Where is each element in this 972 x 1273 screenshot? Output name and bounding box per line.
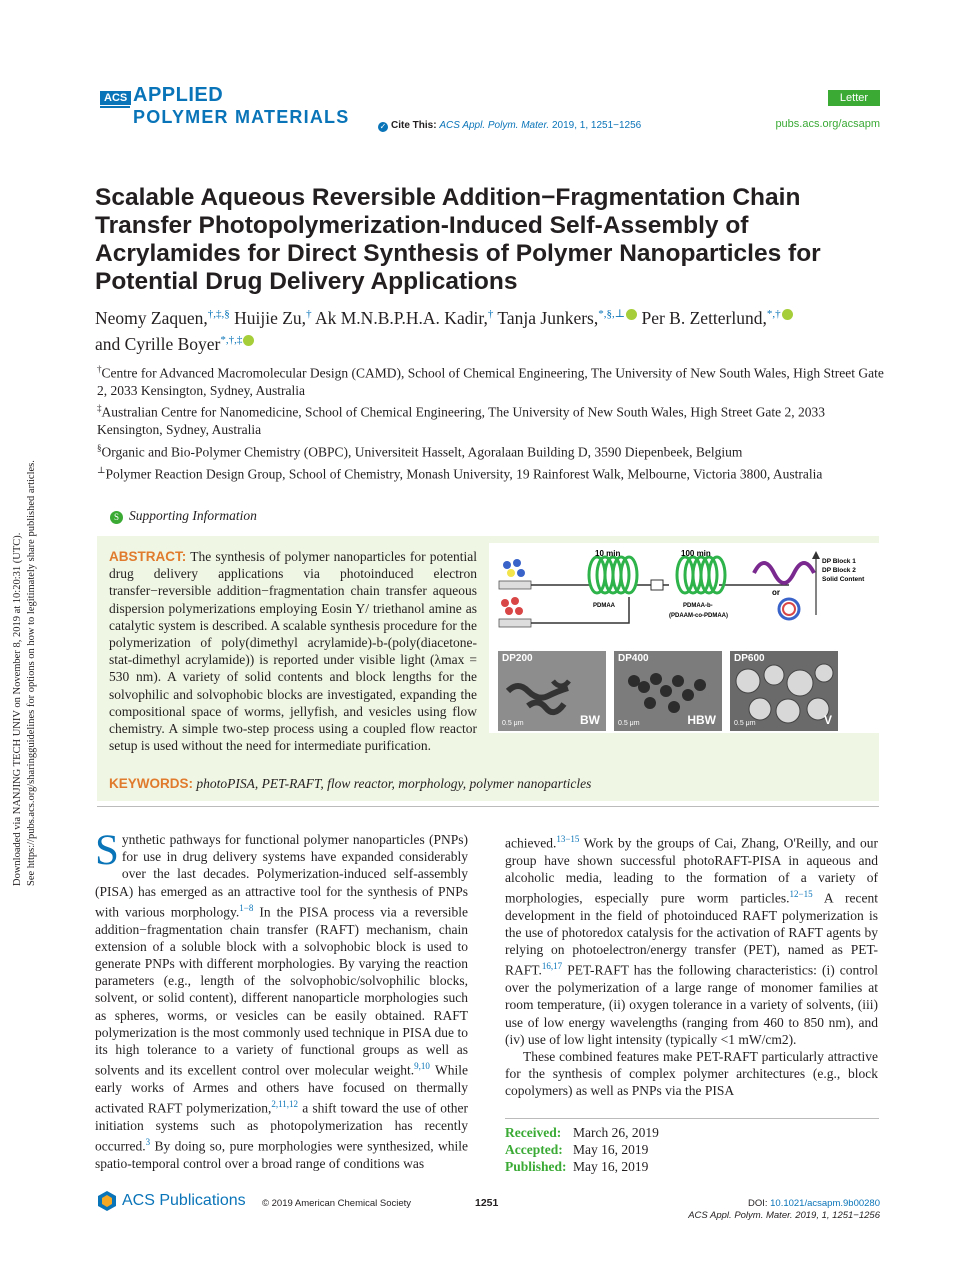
author-name[interactable]: Neomy Zaquen, xyxy=(95,307,208,328)
panel-morph: V xyxy=(823,713,832,727)
toc-time-2: 100 min xyxy=(681,549,711,558)
syringe-1 xyxy=(499,581,531,589)
citation-ref[interactable]: 12−15 xyxy=(789,889,813,900)
author-name[interactable]: Per B. Zetterlund, xyxy=(641,307,767,328)
doi-link[interactable]: 10.1021/acsapm.9b00280 xyxy=(770,1198,880,1209)
cite-ref[interactable]: 2019, 1, 1251−1256 xyxy=(551,120,642,131)
date-received: Received: March 26, 2019 xyxy=(505,1125,659,1140)
cite-journal[interactable]: ACS Appl. Polym. Mater. xyxy=(439,120,550,131)
doi-block: DOI: 10.1021/acsapm.9b00280 ACS Appl. Polym. Mater. 2019, 1, 1251−1256 xyxy=(688,1198,880,1221)
acs-publications-logo[interactable]: ACS Publications xyxy=(96,1190,246,1212)
toc-product-2a: PDMAA-b- xyxy=(683,603,713,609)
abstract-label: ABSTRACT: xyxy=(109,549,187,564)
syringe-2 xyxy=(499,619,531,627)
micrograph-dp200 xyxy=(498,651,606,731)
toc-or: or xyxy=(772,588,780,597)
toc-product-2b: (PDAAM-co-PDMAA) xyxy=(669,613,728,619)
affiliation-1: †Centre for Advanced Macromolecular Design (CAMD), School of Chemical Engineering, The University of New South Wales, High Street Gate 2, 2033 Kensington, Sydney, Australia xyxy=(97,364,884,398)
affiliation-3: §Organic and Bio-Polymer Chemistry (OBPC), Universiteit Hasselt, Agoralaan Building D, 3590 Diepenbeek, Belgium xyxy=(97,443,743,460)
acs-hex-icon xyxy=(96,1190,118,1212)
panel-scale: 0.5 μm xyxy=(734,720,756,727)
citation-ref[interactable]: 3 xyxy=(145,1136,151,1147)
keywords xyxy=(109,776,869,792)
article-type-badge: Letter xyxy=(828,90,880,106)
author-affiliation-marks: † xyxy=(487,308,494,320)
toc-legend-1: DP Block 1 xyxy=(822,558,856,565)
journal-logo-applied: APPLIED xyxy=(133,84,224,106)
paragraph: These combined features make PET-RAFT particularly attractive for the synthesis of complex polymer architectures (e.g., block copolymers) as well as PNPs via the PISA xyxy=(505,1048,878,1099)
date-accepted: Accepted: May 16, 2019 xyxy=(505,1142,649,1158)
author-affiliation-marks: †,‡,§ xyxy=(207,308,230,320)
author-name[interactable]: and Cyrille Boyer xyxy=(95,333,221,354)
panel-morph: HBW xyxy=(687,713,716,727)
author-name[interactable]: Huijie Zu, xyxy=(234,307,307,328)
orcid-icon[interactable] xyxy=(782,309,793,320)
toc-time-1: 10 min xyxy=(595,549,621,558)
author-name[interactable]: Tanja Junkers, xyxy=(497,307,599,328)
publication-dates xyxy=(505,1124,659,1176)
citation-ref[interactable]: 9,10 xyxy=(414,1061,430,1072)
citation-ref[interactable]: 16,17 xyxy=(541,961,563,972)
abstract-text: The synthesis of polymer nanoparticles for potential drug delivery applications via photoinduced electron transfer−reversible addition−fragmentation chain transfer aqueous dispersion polymerizations employing Eosin Y/ triethanol amine as catalytic system is described. A scalable synthesis procedure for the polymerization of poly(dimethyl acrylamide)-b-(poly(diacetone-stat-dimethyl acrylamide)) is reported under visible light (λmax = 530 nm). A variety of solid contents and block lengths for the solvophilic and solvophobic blocks are investigated, expanding the compositional space of worms, jellyfish, and vesicles using flow chemistry. A simple two-step process using a coupled flow reactor setup is used without the need for intermediate purification. xyxy=(109,549,477,754)
citation-ref[interactable]: 1−8 xyxy=(239,902,254,913)
article-title: Scalable Aqueous Reversible Addition−Fragmentation Chain Transfer Photopolymerization-Induced Self-Assembly of Acrylamides for Direct Synthesis of Polymer Nanoparticles for Potential Drug Delivery Applications xyxy=(95,184,821,295)
toc-legend-3: Solid Content xyxy=(822,576,865,583)
author-affiliation-marks: *,§,⊥ xyxy=(598,308,626,320)
toc-product-1: PDMAA xyxy=(593,603,615,609)
orcid-icon[interactable] xyxy=(626,309,637,320)
author-affiliation-marks: *,† xyxy=(766,308,781,320)
keywords-text: photoPISA, PET-RAFT, flow reactor, morphology, polymer nanoparticles xyxy=(196,776,592,791)
body-column-2: achieved.$^{13-15}$ Work by the groups of Cai, Zhang, O'Reilly, and our group have shown successful photoRAFT-PISA in aqueous and alcoholic media, leading to the formation of a variety of morphologies, especially pure worm particles.$^{12-15}$ A recent development in the field of photoinduced RAFT polymerization is the use of photoredox catalysis for the activation of RAFT agents by relying on photoelectron/energy transfer (PET), named as PET-RAFT.$^{16,17}$ PET-RAFT has the following characteristics: (i) control over the polymerization of a large range of monomer families at room temperature, (ii) oxygen tolerance in a variety of solvents, (iii) use of low energy wavelengths (ranging from 460 to 850 nm), and (iv) use of low light intensity (typically <1 mW/cm2). These combined features make PET-RAFT particularly attractive for the synthesis of complex polymer architectures (e.g., block copolymers) as well as PNPs via the PISA xyxy=(505,834,878,1099)
sharing-note: See https://pubs.acs.org/sharingguidelines for options on how to legitimately share published articles. xyxy=(26,460,37,886)
journal-url[interactable]: pubs.acs.org/acsapm xyxy=(775,118,880,130)
affiliation-4: ⊥Polymer Reaction Design Group, School of Chemistry, Monash University, 19 Rainforest Walk, Melbourne, Victoria 3800, Australia xyxy=(97,465,823,482)
logo-divider xyxy=(100,106,130,108)
micrograph-dp600 xyxy=(730,651,838,731)
panel-label: DP600 xyxy=(734,653,765,664)
panel-label: DP200 xyxy=(502,653,533,664)
panel-scale: 0.5 μm xyxy=(502,720,524,727)
t-mixer xyxy=(651,580,663,590)
footer-citation: ACS Appl. Polym. Mater. 2019, 1, 1251−1256 xyxy=(688,1210,880,1221)
orcid-icon[interactable] xyxy=(243,335,254,346)
keywords-label: KEYWORDS: xyxy=(109,776,193,791)
journal-logo-polymer: POLYMER MATERIALS xyxy=(133,107,350,127)
toc-legend-2: DP Block 2 xyxy=(822,567,856,574)
download-note: Downloaded via NANJING TECH UNIV on November 8, 2019 at 10:20:31 (UTC). xyxy=(12,532,23,886)
acs-logo-badge: ACS xyxy=(100,91,131,105)
panel-morph: BW xyxy=(580,713,600,727)
supporting-information-link[interactable]: S Supporting Information xyxy=(110,508,257,524)
abstract xyxy=(109,548,477,754)
author-affiliation-marks: † xyxy=(306,308,312,320)
author-list xyxy=(95,303,885,355)
cite-this[interactable] xyxy=(378,120,641,132)
panel-label: DP400 xyxy=(618,653,649,664)
panel-scale: 0.5 μm xyxy=(618,720,640,727)
citation-ref[interactable]: 2,11,12 xyxy=(271,1099,299,1110)
author-name[interactable]: Ak M.N.B.P.H.A. Kadir, xyxy=(314,307,488,328)
cite-label: Cite This: xyxy=(391,120,437,131)
drop-cap: S xyxy=(95,827,119,874)
copyright: © 2019 American Chemical Society xyxy=(262,1198,412,1209)
citation-ref[interactable]: 13−15 xyxy=(556,834,580,844)
page-number: 1251 xyxy=(475,1197,499,1209)
author-affiliation-marks: *,†,‡ xyxy=(220,333,243,346)
affiliation-2: ‡Australian Centre for Nanomedicine, School of Chemical Engineering, The University of New South Wales, High Street Gate 2, 2033 Kensington, Sydney, Australia xyxy=(97,403,825,437)
supporting-info-icon: S xyxy=(110,511,123,524)
date-published: Published: May 16, 2019 xyxy=(505,1159,649,1175)
section-divider xyxy=(97,806,879,807)
micrograph-dp400 xyxy=(614,651,722,731)
body-column-1: Synthetic pathways for functional polymer nanoparticles (PNPs) for use in drug delivery systems have expanded considerably over the last decades. Polymerization-induced self-assembly (PISA) has emerged as an attractive tool for the synthesis of PNPs with various morphology.$^{1-8}$ In the PISA process via a reversible addition−fragmentation chain transfer (RAFT) mechanism, chain extension of a soluble block with a solvophobic block is used to generate PNPs with different morphologies. By varying the reaction parameters (e.g., length of the solvophobic/solvophilic blocks, solvent, or solid content), different nanoparticle morphologies such as spheres, worms, or vesicles can be easily obtained. RAFT polymerization is the most commonly used technique in PISA due to its high tolerance to a variety of functional groups as well as solvents and its excellent control over molecular weight.$^{9,10}$ While early works of Armes and others have focused on thermally activated RAFT polymerization,$^{2,11,12}$ a shift toward the use of other initiation systems such as photopolymerization has recently occurred.$^3$ By doing so, pure morphologies were synthesized, while spatio-temporal control over a broad range of conditions was xyxy=(95,827,468,1171)
check-icon: ✓ xyxy=(379,122,387,131)
